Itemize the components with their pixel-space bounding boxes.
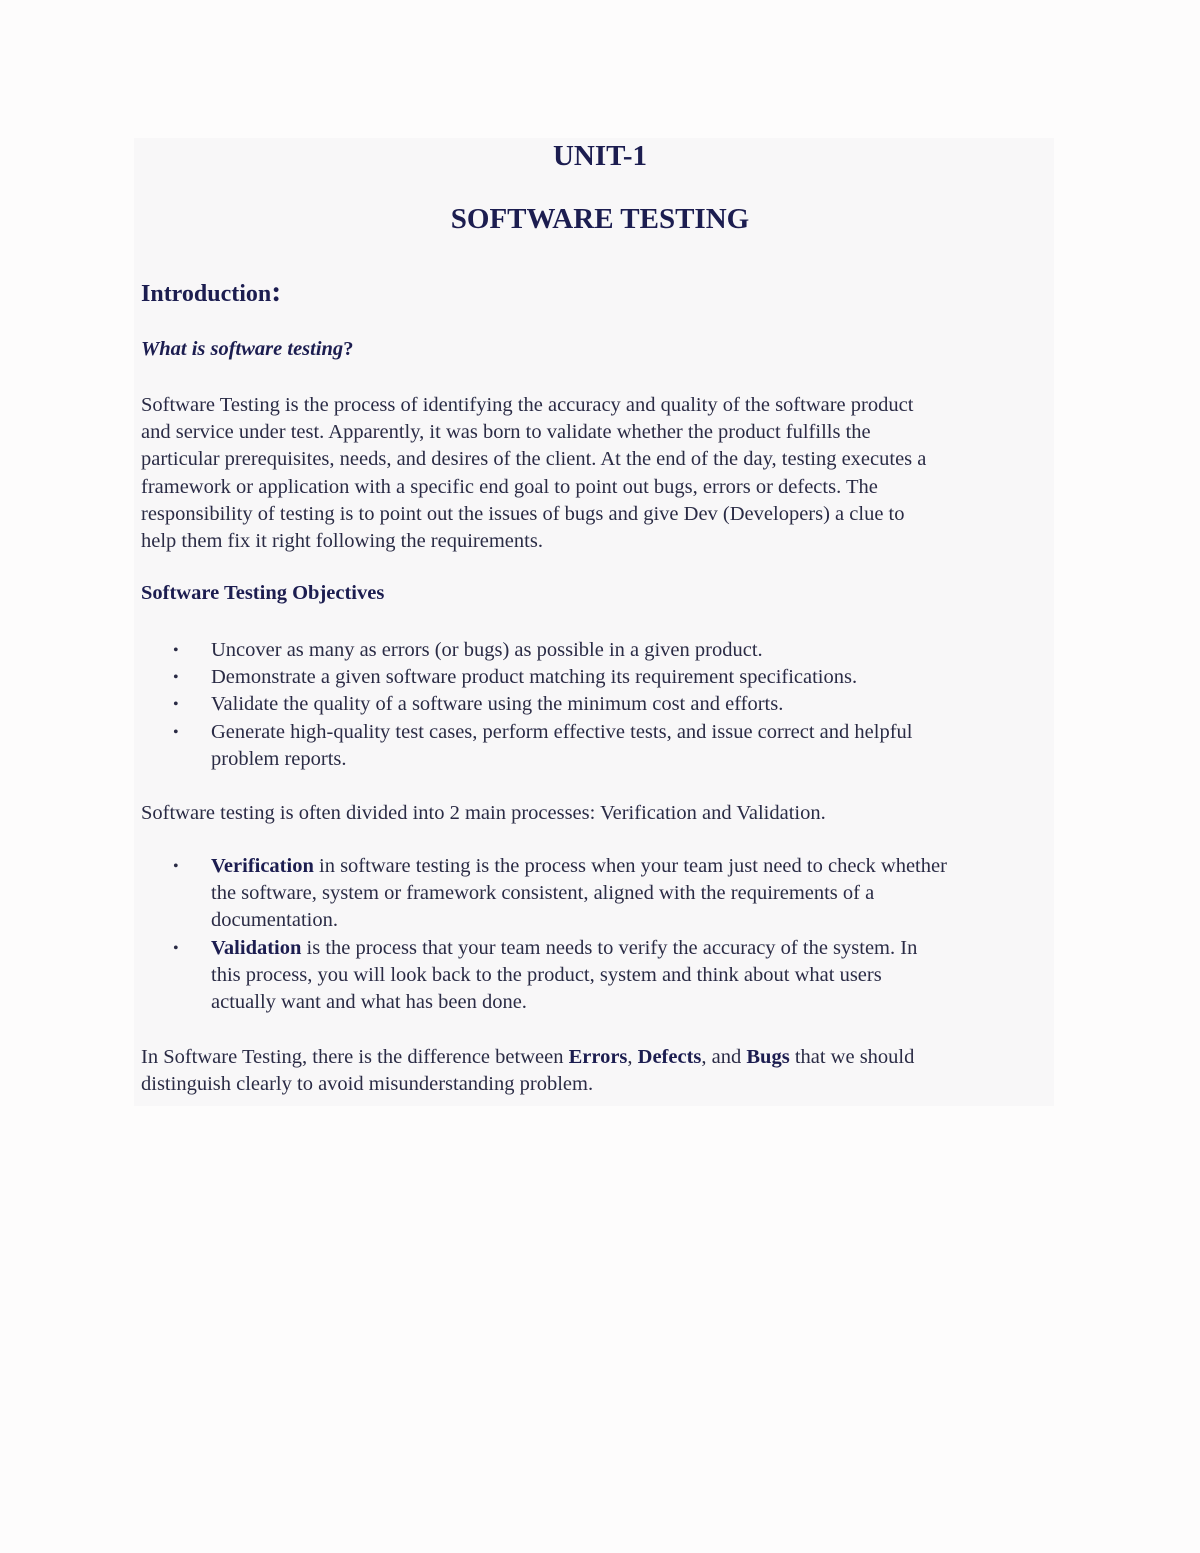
- paragraph-line: responsibility of testing is to point out the issues of bugs and give Dev (Developers) a clue to: [141, 502, 905, 525]
- bullet-icon: •: [173, 696, 179, 714]
- list-item-text: this process, you will look back to the product, system and think about what users: [211, 963, 882, 986]
- processes-intro-paragraph: Software testing is often divided into 2 main processes: Verification and Validation.: [141, 802, 826, 824]
- processes-list: [141, 853, 1071, 1016]
- bullet-icon: •: [173, 669, 179, 687]
- introduction-heading-text: Introduction: [141, 281, 272, 307]
- introduction-heading: [141, 275, 281, 309]
- closing-separator: , and: [701, 1046, 747, 1068]
- bullet-icon: •: [173, 723, 179, 741]
- closing-text: that we should: [789, 1046, 915, 1068]
- closing-paragraph: [141, 1044, 1071, 1098]
- bullet-icon: •: [173, 858, 179, 875]
- objectives-heading: Software Testing Objectives: [141, 582, 385, 604]
- verification-term: Verification: [211, 855, 314, 877]
- bullet-icon: •: [173, 939, 179, 957]
- introduction-heading-colon: :: [271, 275, 282, 308]
- question-mark: ?: [343, 338, 354, 360]
- what-is-testing-heading: [141, 338, 353, 361]
- question-text: What is software testing: [141, 338, 344, 360]
- validation-term: Validation: [211, 936, 302, 959]
- unit-title: UNIT-1: [552, 140, 647, 172]
- list-item-text: Uncover as many as errors (or bugs) as possible in a given product.: [211, 639, 763, 661]
- list-item: [141, 719, 1071, 773]
- closing-text: In Software Testing, there is the difference between: [141, 1046, 569, 1068]
- list-item-text: Demonstrate a given software product matching its requirement specifications.: [211, 666, 858, 689]
- bugs-term: Bugs: [746, 1046, 790, 1068]
- list-item-text: the software, system or framework consistent, aligned with the requirements of a: [211, 882, 875, 905]
- list-item-text: Validate the quality of a software using the minimum cost and efforts.: [211, 693, 784, 716]
- bullet-icon: •: [173, 642, 179, 659]
- list-item: [141, 637, 1071, 664]
- list-item-text: Generate high-quality test cases, perform effective tests, and issue correct and helpful: [211, 720, 913, 743]
- paragraph-line: framework or application with a specific end goal to point out bugs, errors or defects. The: [141, 475, 878, 498]
- closing-text: distinguish clearly to avoid misunderstanding problem.: [141, 1073, 594, 1096]
- closing-separator: ,: [627, 1046, 638, 1068]
- list-item-verification: [141, 853, 1071, 935]
- objectives-list: [141, 637, 1071, 773]
- paragraph-line: and service under test. Apparently, it was born to validate whether the product fulfills the: [141, 421, 871, 444]
- document-title: SOFTWARE TESTING: [450, 203, 750, 235]
- list-item-text: actually want and what has been done.: [211, 991, 527, 1014]
- errors-term: Errors: [568, 1046, 628, 1068]
- list-item-text: is the process that your team needs to verify the accuracy of the system. In: [301, 936, 918, 959]
- defects-term: Defects: [637, 1046, 702, 1068]
- paragraph-line: particular prerequisites, needs, and desires of the client. At the end of the day, testing executes a: [141, 448, 927, 471]
- list-item-text: problem reports.: [211, 747, 347, 770]
- list-item-text: documentation.: [211, 909, 338, 932]
- list-item: [141, 691, 1071, 718]
- list-item-text: in software testing is the process when your team just need to check whether: [313, 855, 947, 877]
- paragraph-line: Software Testing is the process of identifying the accuracy and quality of the software product: [141, 394, 914, 416]
- list-item-validation: [141, 935, 1071, 1017]
- paragraph-line: help them fix it right following the requirements.: [141, 530, 543, 553]
- list-item: [141, 664, 1071, 691]
- definition-paragraph: [141, 392, 1071, 555]
